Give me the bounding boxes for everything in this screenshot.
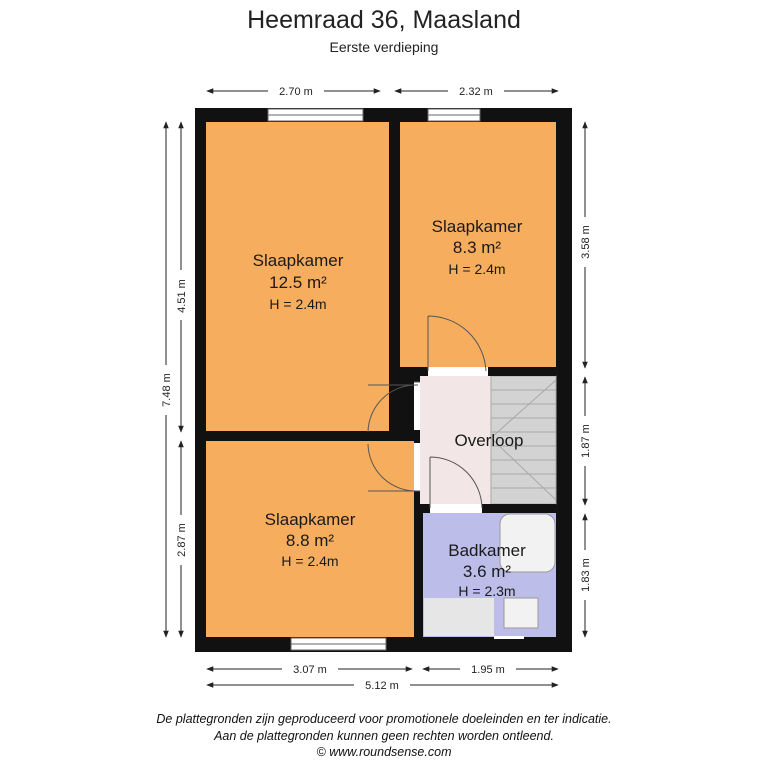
- dim-label-right-middle: 1.87 m: [580, 424, 592, 458]
- room-name-bedroom-large: Slaapkamer: [252, 251, 344, 270]
- room-name-bedroom-bottom: Slaapkamer: [264, 510, 356, 529]
- dim-label-left-total: 7.48 m: [161, 373, 173, 407]
- room-height-bedroom-large: H = 2.4m: [269, 296, 327, 312]
- page-title: Heemraad 36, Maasland: [247, 6, 521, 34]
- wall-between-bedrooms: [206, 431, 420, 441]
- dim-label-top-right: 2.32 m: [459, 86, 493, 98]
- room-name-landing: Overloop: [454, 431, 524, 450]
- disclaimer-line-1: De plattegronden zijn geproduceerd voor promotionele doeleinden en ter indicatie.: [156, 712, 612, 726]
- room-area-bedroom-large: 12.5 m²: [269, 273, 327, 292]
- room-height-bathroom: H = 2.3m: [458, 583, 516, 599]
- dim-label-left-lower: 2.87 m: [176, 523, 188, 557]
- shower-area: [424, 598, 494, 636]
- room-area-bedroom-bottom: 8.8 m²: [285, 531, 335, 550]
- copyright-link[interactable]: © www.roundsense.com: [316, 745, 452, 759]
- floor-subtitle: Eerste verdieping: [329, 39, 439, 55]
- room-name-bathroom: Badkamer: [448, 541, 526, 560]
- room-area-bathroom: 3.6 m²: [462, 562, 512, 581]
- disclaimer-line-2: Aan de plattegronden kunnen geen rechten worden ontleend.: [214, 728, 554, 743]
- room-height-bedroom-bottom: H = 2.4m: [281, 553, 339, 569]
- dim-label-right-lower: 1.83 m: [580, 558, 592, 592]
- room-area-bedroom-top-right: 8.3 m²: [452, 238, 502, 257]
- dim-label-left-upper: 4.51 m: [176, 279, 188, 313]
- dim-label-right-upper: 3.58 m: [580, 225, 592, 259]
- sink: [504, 598, 538, 628]
- dim-label-bottom-total: 5.12 m: [365, 680, 399, 692]
- room-name-bedroom-top-right: Slaapkamer: [431, 217, 523, 236]
- disclaimer: [0, 711, 768, 761]
- dim-label-top-left: 2.70 m: [279, 86, 313, 98]
- dim-label-bottom-right: 1.95 m: [471, 664, 505, 676]
- room-height-bedroom-top-right: H = 2.4m: [448, 261, 506, 277]
- wall-vertical-upper: [389, 122, 400, 376]
- dim-label-bottom-left: 3.07 m: [293, 664, 327, 676]
